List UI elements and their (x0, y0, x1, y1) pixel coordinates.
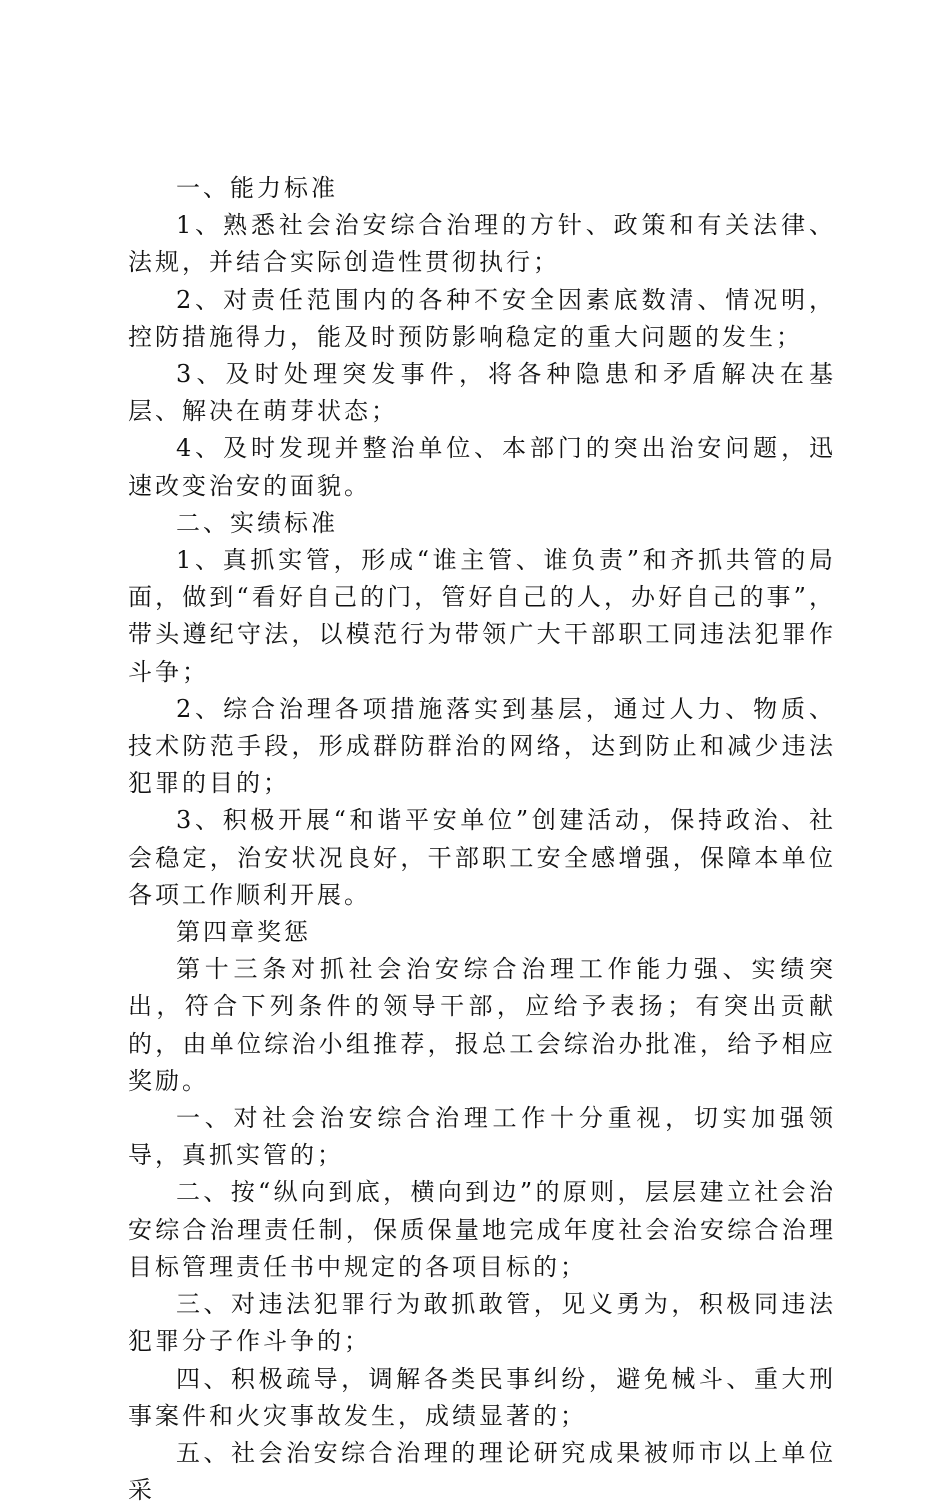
performance-item-3: 3、积极开展“和谐平安单位”创建活动，保持政治、社会稳定，治安状况良好，干部职工安全感增强，保障本单位各项工作顺利开展。 (128, 806, 836, 909)
ability-item-3: 3、及时处理突发事件，将各种隐患和矛盾解决在基层、解决在萌芽状态； (128, 360, 836, 426)
article-13: 第十三条对抓社会治安综合治理工作能力强、实绩突出，符合下列条件的领导干部，应给予表扬；有突出贡献的，由单位综治小组推荐，报总工会综治办批准，给予相应奖励。 (128, 955, 836, 1095)
article-13-condition-1: 一、对社会治安综合治理工作十分重视，切实加强领导，真抓实管的； (128, 1104, 836, 1170)
performance-item-1: 1、真抓实管，形成“谁主管、谁负责”和齐抓共管的局面，做到“看好自己的门，管好自己的人，办好自己的事”，带头遵纪守法，以模范行为带领广大干部职工同违法犯罪作斗争； (128, 546, 836, 686)
chapter-heading-rewards-penalties: 第四章奖惩 (176, 918, 311, 947)
section-heading-performance-standard: 二、实绩标准 (176, 508, 338, 537)
ability-item-4: 4、及时发现并整治单位、本部门的突出治安问题，迅速改变治安的面貌。 (128, 434, 836, 500)
document-body (128, 170, 836, 1509)
ability-item-1: 1、熟悉社会治安综合治理的方针、政策和有关法律、法规，并结合实际创造性贯彻执行； (128, 211, 836, 277)
article-13-condition-3: 三、对违法犯罪行为敢抓敢管，见义勇为，积极同违法犯罪分子作斗争的； (128, 1290, 836, 1356)
ability-item-2: 2、对责任范围内的各种不安全因素底数清、情况明，控防措施得力，能及时预防影响稳定的重大问题的发生； (128, 285, 836, 351)
article-13-condition-2: 二、按“纵向到底，横向到边”的原则，层层建立社会治安综合治理责任制，保质保量地完成年度社会治安综合治理目标管理责任书中规定的各项目标的； (128, 1178, 836, 1281)
article-13-condition-5: 五、社会治安综合治理的理论研究成果被师市以上单位采 (128, 1438, 836, 1505)
article-13-condition-4: 四、积极疏导，调解各类民事纠纷，避免械斗、重大刑事案件和火灾事故发生，成绩显著的； (128, 1364, 836, 1430)
section-heading-ability-standard: 一、能力标准 (176, 174, 338, 202)
performance-item-2: 2、综合治理各项措施落实到基层，通过人力、物质、技术防范手段，形成群防群治的网络，达到防止和减少违法犯罪的目的； (128, 694, 836, 798)
